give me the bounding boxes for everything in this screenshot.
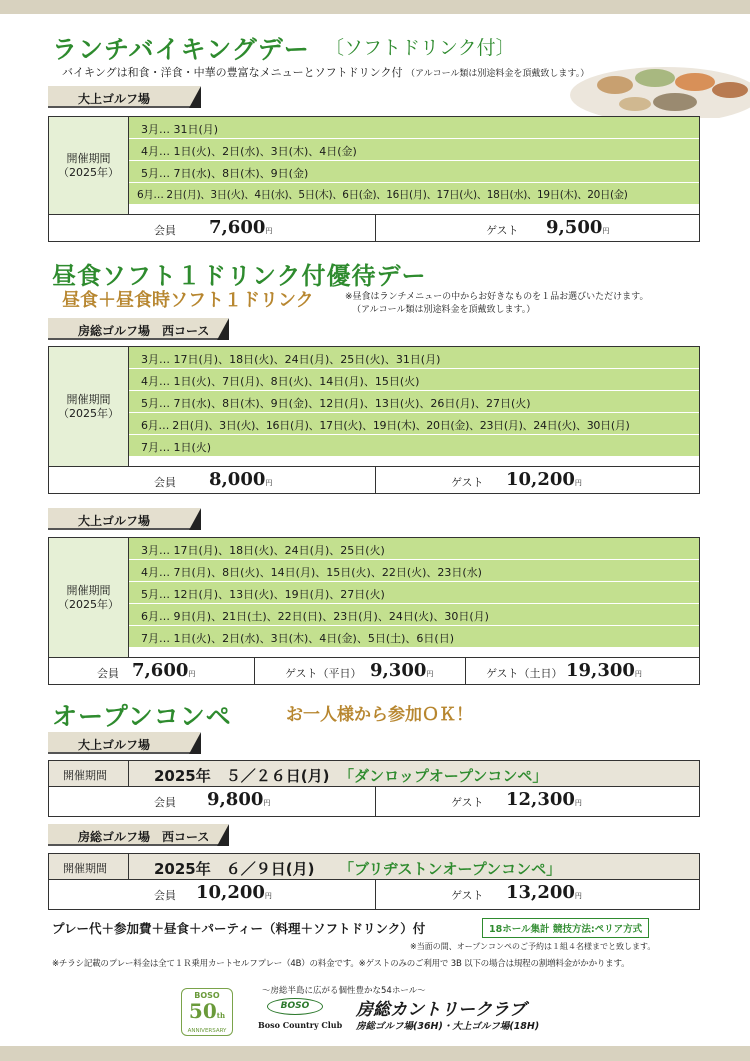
lunch-soft-note2: （アルコール類は別途料金を頂戴致します。） — [352, 305, 536, 315]
schedule-row: 5月… 7日(水)、8日(木)、9日(金) — [129, 161, 699, 183]
member-label: 会員 — [97, 667, 119, 680]
price-row — [49, 214, 699, 241]
open-compe-catch: お一人様から参加ＯＫ！ — [286, 705, 473, 725]
club-name-jp: 房総カントリークラブ — [356, 1000, 526, 1020]
top-band — [0, 0, 750, 14]
schedule-row: 4月… 7日(月)、8日(火)、14日(月)、15日(火)、22日(火)、23日(水) — [129, 560, 699, 582]
schedule-row: 6月… 2日(月)、3日(火)、4日(水)、5日(木)、6日(金)、16日(月)、17日(火)、18日(水)、19日(木)、20日(金) — [129, 183, 699, 205]
period-label: 開催期間 — [49, 854, 129, 879]
member-label: 会員 — [154, 796, 176, 809]
lunch-viking-title: ランチバイキングデー — [52, 35, 310, 64]
guest-price: 9,500円 — [546, 217, 610, 238]
compe-dunlop — [48, 760, 700, 817]
lunch-soft-title: 昼食ソフト１ドリンク付優待デー — [52, 262, 427, 290]
compe-name: 「ブリヂストンオープンコンペ」 — [339, 860, 562, 878]
member-label: 会員 — [154, 224, 176, 237]
guest-price: 12,300円 — [506, 789, 582, 810]
guest-label: ゲスト — [486, 224, 519, 237]
period-label: 開催期間 — [49, 761, 129, 786]
schedule-row: 6月… 9日(月)、21日(土)、22日(日)、23日(月)、24日(火)、30日(月) — [129, 604, 699, 626]
venue-oogami-2: 大上ゴルフ場 — [48, 508, 200, 530]
lunch-soft-oogami-schedule — [48, 537, 700, 685]
guest-weekend-price: 19,300円 — [566, 660, 642, 681]
lunch-viking-suffix: 〔ソフトドリンク付〕 — [325, 37, 515, 59]
period-label: 開催期間 （2025年） — [49, 538, 129, 658]
schedule-row: 3月… 31日(月) — [129, 117, 699, 139]
venue-oogami-1: 大上ゴルフ場 — [48, 86, 200, 108]
compe-entry-note: ※当面の間、オープンコンペのご予約は１組４名様までと致します。 — [410, 942, 656, 951]
scoring-badge: 18ホール集計 競技方法:ペリア方式 — [482, 918, 649, 938]
guest-label: ゲスト — [451, 889, 484, 902]
schedule-row: 5月… 7日(水)、8日(木)、9日(金)、12日(月)、13日(火)、26日(月)、27日(火) — [129, 391, 699, 413]
guest-price: 13,200円 — [506, 882, 582, 903]
venue-boso-west-2: 房総ゴルフ場 西コース — [48, 824, 228, 846]
schedule-row: 7月… 1日(火)、2日(水)、3日(木)、4日(金)、5日(土)、6日(日) — [129, 626, 699, 648]
guest-price: 10,200円 — [506, 469, 582, 490]
schedule-row: 4月… 1日(火)、2日(水)、3日(木)、4日(金) — [129, 139, 699, 161]
schedule-row: 5月… 12日(月)、13日(火)、19日(月)、27日(火) — [129, 582, 699, 604]
schedule-row: 6月… 2日(月)、3日(火)、16日(月)、17日(火)、19日(木)、20日(金)、23日(月)、24日(火)、30日(月) — [129, 413, 699, 435]
price-row — [49, 879, 699, 909]
open-compe-title: オープンコンペ — [52, 702, 232, 731]
venue-oogami-3: 大上ゴルフ場 — [48, 732, 200, 754]
period-label: 開催期間 （2025年） — [49, 117, 129, 215]
member-price: 9,800円 — [207, 789, 271, 810]
footer-note: ※チラシ記載のプレー料金は全て１Ｒ乗用カートセルフプレー（4B）の料金です。※ゲストのみのご利用で 3B 以下の場合は規程の割増料金がかかります。 — [52, 959, 630, 969]
club-name-en: Boso Country Club — [258, 1020, 343, 1030]
footer-tagline: ～房総半島に広がる個性豊かな54ホール～ — [262, 986, 426, 996]
schedule-row: 3月… 17日(月)、18日(火)、24日(月)、25日(火)、31日(月) — [129, 347, 699, 369]
compe-date: 2025年 ５／２６日(月) — [154, 767, 330, 785]
schedule-row: 3月… 17日(月)、18日(火)、24日(月)、25日(火) — [129, 538, 699, 560]
schedule-row: 7月… 1日(火) — [129, 435, 699, 457]
compe-date: 2025年 ６／９日(月) — [154, 860, 315, 878]
compe-includes: プレー代＋参加費＋昼食＋パーティー（料理＋ソフトドリンク）付 — [52, 921, 426, 936]
bottom-band — [0, 1046, 750, 1061]
member-label: 会員 — [154, 889, 176, 902]
guest-label: ゲスト — [451, 796, 484, 809]
anniversary-logo: BOSO 50th ANNIVERSARY — [181, 988, 233, 1036]
member-price: 7,600円 — [132, 660, 196, 681]
lunch-viking-desc: バイキングは和食・洋食・中華の豊富なメニューとソフトドリンク付 （アルコール類は別途料金を頂戴致します。） — [62, 66, 590, 79]
compe-name: 「ダンロップオープンコンペ」 — [339, 767, 548, 785]
period-label: 開催期間 （2025年） — [49, 347, 129, 467]
schedule-row: 4月… 1日(火)、7日(月)、8日(火)、14日(月)、15日(火) — [129, 369, 699, 391]
price-row — [49, 786, 699, 816]
price-row — [49, 466, 699, 493]
lunch-soft-subtitle: 昼食＋昼食時ソフト１ドリンク — [62, 290, 314, 311]
lunch-soft-boso-schedule — [48, 346, 700, 494]
compe-bridgestone — [48, 853, 700, 910]
venue-boso-west: 房総ゴルフ場 西コース — [48, 318, 228, 340]
price-row — [49, 657, 699, 684]
boso-logo: BOSO — [267, 998, 323, 1015]
guest-weekday-price: 9,300円 — [370, 660, 434, 681]
member-price: 10,200円 — [196, 882, 272, 903]
guest-label: ゲスト — [451, 476, 484, 489]
member-price: 8,000円 — [209, 469, 273, 490]
lunch-viking-schedule — [48, 116, 700, 242]
club-courses: 房総ゴルフ場(36H)・大上ゴルフ場(18H) — [356, 1021, 540, 1032]
lunch-soft-note1: ※昼食はランチメニューの中からお好きなものを１品お選びいただけます。 — [345, 292, 649, 302]
member-price: 7,600円 — [209, 217, 273, 238]
member-label: 会員 — [154, 476, 176, 489]
guest-weekday-label: ゲスト（平日） — [285, 667, 362, 680]
guest-weekend-label: ゲスト（土日） — [486, 667, 563, 680]
